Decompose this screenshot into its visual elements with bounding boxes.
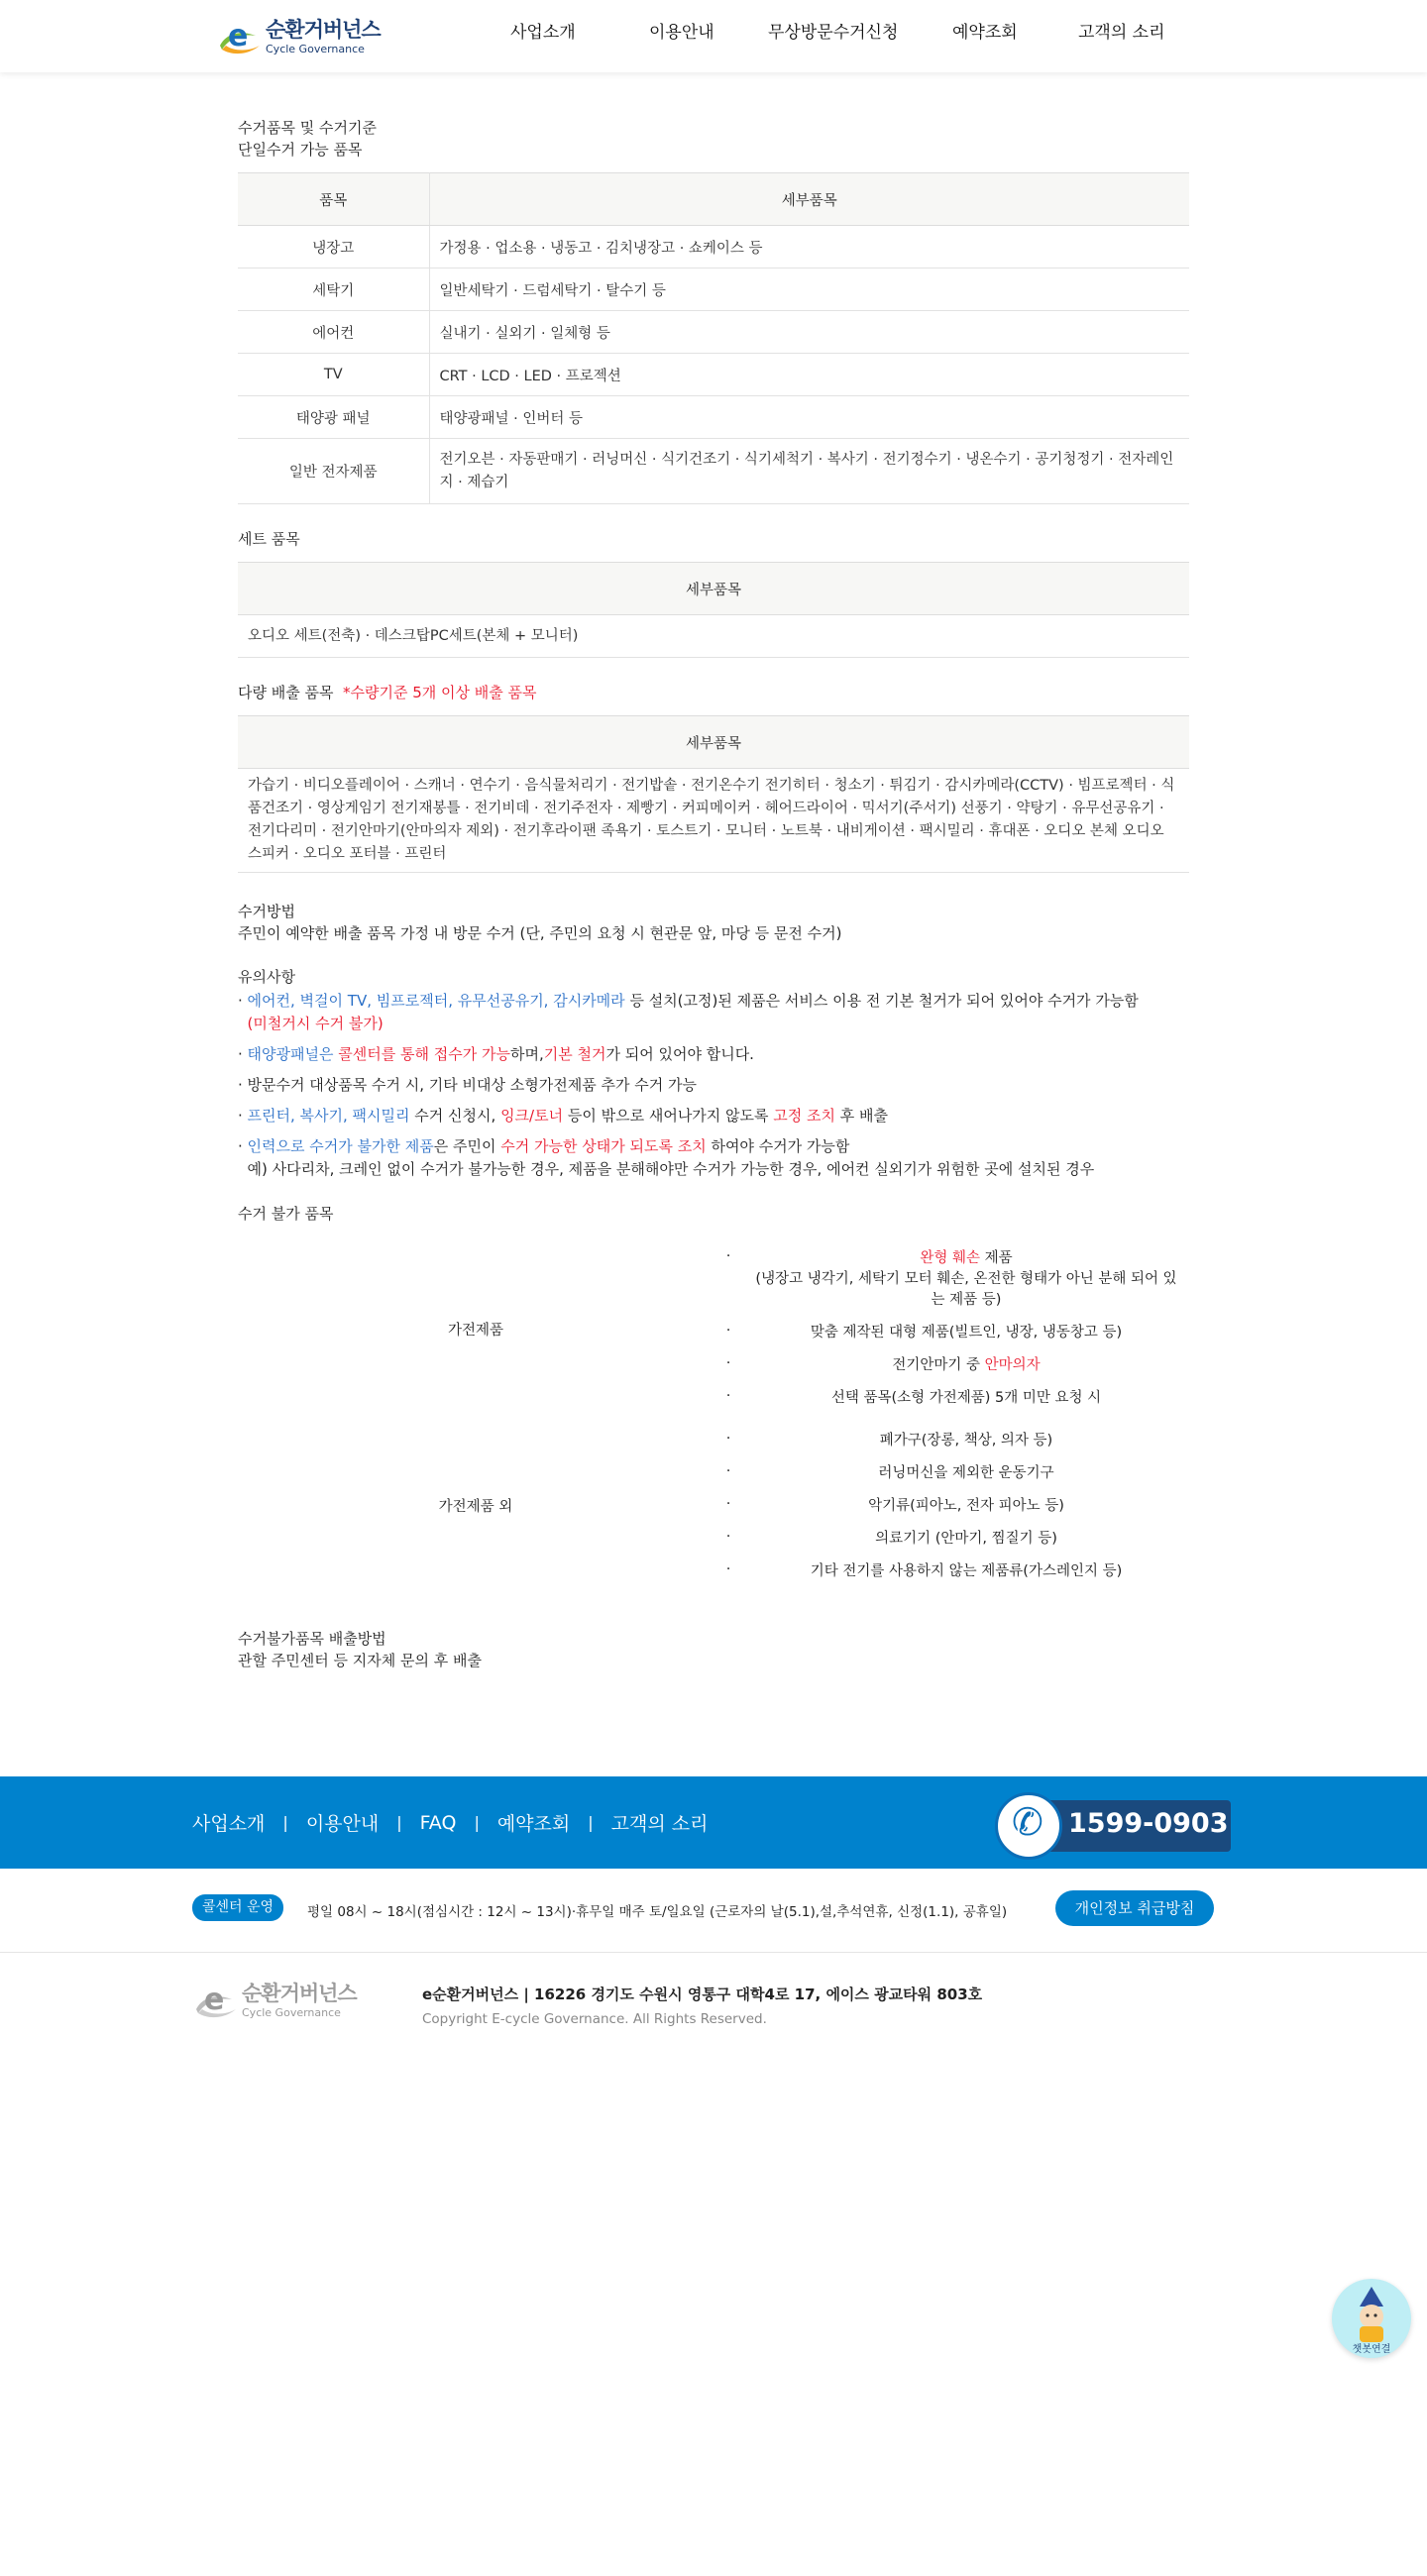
table-cell-detail: 일반세탁기 · 드럼세탁기 · 탈수기 등 — [429, 268, 1189, 311]
bullet-dot: · — [725, 1463, 731, 1479]
nav-business-intro[interactable]: 사업소개 — [510, 23, 576, 43]
note-item: · 방문수거 대상품목 수거 시, 기타 비대상 소형가전제품 추가 수거 가능 — [238, 1076, 697, 1094]
note-text: 등이 밖으로 새어나가지 않도록 — [563, 1107, 774, 1125]
note-warning: 기본 철거 — [543, 1045, 606, 1063]
hours-text: 평일 08시 ~ 18시(점심시간 : 12시 ~ 13시)·휴무일 매주 토/일요일 (근로자의 날(5.1),설,추석연휴, 신정(1.1), 공휴일) — [307, 1904, 1008, 1920]
footer-separator: | — [396, 1813, 402, 1832]
phone-number: 1599-0903 — [1068, 1808, 1229, 1839]
table-header-item: 품목 — [238, 173, 429, 226]
disposal-text: 관할 주민센터 등 지자체 문의 후 배출 — [238, 1652, 482, 1669]
table-cell-detail: 오디오 세트(전축) · 데스크탑PC세트(본체 + 모니터) — [238, 615, 1189, 658]
section-title-bulk — [238, 682, 1189, 703]
table-row — [238, 354, 1189, 396]
method-title: 수거방법 — [238, 903, 295, 920]
notes-title: 유의사항 — [238, 968, 295, 986]
note-text: 후 배출 — [835, 1107, 889, 1125]
footer-logo-e-icon — [192, 1980, 240, 2021]
section-title-items: 수거품목 및 수거기준 — [238, 119, 377, 137]
svg-text:e: e — [228, 19, 249, 54]
bulk-title-note: *수량기준 5개 이상 배출 품목 — [343, 684, 537, 701]
item-text: 제품 — [980, 1250, 1013, 1266]
note-highlight: 인력으로 수거가 불가한 제품 — [247, 1137, 434, 1155]
list-item: 폐가구(장롱, 책상, 의자 등) — [879, 1433, 1053, 1449]
table-cell-item: 에어컨 — [238, 311, 429, 354]
footer-separator: | — [588, 1813, 594, 1832]
table-cell-detail: CRT · LCD · LED · 프로젝션 — [429, 354, 1189, 396]
not-collectable-title: 수거 불가 품목 — [238, 1205, 334, 1223]
note-item: · 프린터, 복사기, 팩시밀리 수거 신청시, 잉크/토너 등이 밖으로 새어나가지 않도록 고정 조치 후 배출 — [238, 1107, 889, 1125]
notes-section — [238, 966, 1189, 1181]
footer-link-voice[interactable]: 고객의 소리 — [610, 1813, 709, 1835]
bulk-title-text: 다량 배출 품목 — [238, 684, 334, 701]
note-text: 은 주민이 — [433, 1137, 501, 1155]
bulk-items-table — [238, 715, 1189, 873]
note-text: 하며, — [509, 1045, 544, 1063]
list-item: 의료기기 (안마기, 찜질기 등) — [875, 1531, 1057, 1547]
company-address: e순환거버넌스 | 16226 경기도 수원시 영통구 대학4로 17, 에이스 광교타워 803호 — [422, 1986, 983, 2003]
note-text: 가 되어 있어야 합니다. — [605, 1045, 754, 1063]
note-highlight: 에어컨, 벽걸이 TV, 빔프로젝터, 유무선공유기, 감시카메라 — [247, 992, 625, 1010]
method-text: 주민이 예약한 배출 품목 가정 내 방문 수거 (단, 주민의 요청 시 현관문 앞, 마당 등 문전 수거) — [238, 924, 842, 942]
bullet-dot: · — [725, 1355, 731, 1371]
footer-separator: | — [474, 1813, 480, 1832]
table-cell-detail: 실내기 · 실외기 · 일체형 등 — [429, 311, 1189, 354]
privacy-policy-button[interactable]: 개인정보 취급방침 — [1055, 1890, 1214, 1926]
note-highlight: 프린터, 복사기, 팩시밀리 — [247, 1107, 410, 1125]
note-text: 하여야 수거가 가능함 — [706, 1137, 850, 1155]
nav-reservation-lookup[interactable]: 예약조회 — [952, 23, 1018, 43]
list-item — [743, 1242, 1189, 1317]
nav-usage-guide[interactable]: 이용안내 — [649, 23, 714, 43]
note-text: 수거 신청시, — [409, 1107, 501, 1125]
list-item: 맞춤 제작된 대형 제품(빌트인, 냉장, 냉동창고 등) — [810, 1325, 1123, 1341]
nav-customer-voice[interactable]: 고객의 소리 — [1078, 23, 1165, 43]
bullet-dot: · — [725, 1561, 731, 1577]
bullet-dot: · — [725, 1388, 731, 1404]
footer-nav — [192, 1809, 708, 1836]
note-item: · 인력으로 수거가 불가한 제품은 주민이 수거 가능한 상태가 되도록 조치 하여야 수거가 가능함 예) 사다리차, 크레인 없이 수거가 불가능한 경우, 제품을 분해해야만 수거가 가능한 경우, 에어컨 실외기가 위험한 곳에 설치된 경우 — [238, 1137, 1095, 1178]
table-row — [238, 396, 1189, 439]
note-warning: 고정 조치 — [773, 1107, 836, 1125]
table-row — [238, 769, 1189, 873]
logo-korean-text: 순환거버넌스 — [266, 17, 381, 42]
phone-icon: ✆ — [1012, 1800, 1043, 1844]
note-warning: 잉크/토너 — [500, 1107, 564, 1125]
svg-text:e: e — [204, 1983, 225, 2017]
table-row — [238, 439, 1189, 504]
bullet-dot: · — [725, 1323, 731, 1339]
bullet-dot: · — [725, 1248, 731, 1264]
footer-logo-korean: 순환거버넌스 — [242, 1981, 357, 2005]
table-row — [238, 1242, 1189, 1317]
note-warning: (미철거시 수거 불가) — [247, 1015, 384, 1032]
list-item: 악기류(피아노, 전자 피아노 등) — [868, 1498, 1064, 1514]
footer-link-reservation[interactable]: 예약조회 — [496, 1813, 571, 1835]
footer-separator: | — [282, 1813, 288, 1832]
item-subtext: (냉장고 냉각기, 세탁기 모터 훼손, 온전한 형태가 아닌 분해 되어 있는 제품 등) — [755, 1271, 1177, 1308]
callcenter-hours — [192, 1890, 1213, 1926]
table-cell-item: 세탁기 — [238, 268, 429, 311]
table-row — [238, 1415, 1189, 1457]
note-item: · 에어컨, 벽걸이 TV, 빔프로젝터, 유무선공유기, 감시카메라 등 설치(고정)된 제품은 서비스 이용 전 기본 철거가 되어 있어야 수거가 가능함 (미철거시 수거 불가) — [238, 992, 1139, 1032]
item-text: 전기안마기 중 — [892, 1357, 985, 1373]
note-warning: 수거 가능한 상태가 되도록 조치 — [500, 1137, 707, 1155]
note-text: 등 설치(고정)된 제품은 서비스 이용 전 기본 철거가 되어 있어야 수거가 가능함 — [624, 992, 1139, 1010]
section-subtitle-single: 단일수거 가능 품목 — [238, 141, 363, 159]
bullet-dot: · — [725, 1496, 731, 1512]
note-warning: 콜센터를 통해 접수가 가능 — [338, 1045, 510, 1063]
table-cell-detail: 가정용 · 업소용 · 냉동고 · 김치냉장고 · 쇼케이스 등 — [429, 226, 1189, 268]
table-header-detail: 세부품목 — [238, 563, 1189, 615]
phone-circle — [995, 1792, 1062, 1860]
list-item: 러닝머신을 제외한 운동기구 — [878, 1465, 1054, 1481]
single-items-table — [238, 172, 1189, 504]
note-highlight: 태양광패널은 — [247, 1045, 334, 1063]
bullet-dot: · — [725, 1529, 731, 1545]
copyright: Copyright E-cycle Governance. All Rights Reserved. — [422, 2011, 767, 2027]
footer-link-business[interactable]: 사업소개 — [192, 1813, 266, 1835]
note-text: 방문수거 대상품목 수거 시, 기타 비대상 소형가전제품 추가 수거 가능 — [247, 1076, 697, 1094]
disposal-title: 수거불가품목 배출방법 — [238, 1630, 386, 1648]
table-cell-item: 냉장고 — [238, 226, 429, 268]
footer-logo — [192, 1976, 381, 2025]
footer-logo-english: Cycle Governance — [242, 2005, 341, 2019]
table-row — [238, 615, 1189, 658]
item-warning: 안마의자 — [984, 1357, 1041, 1373]
table-cell-detail: 전기오븐 · 자동판매기 · 러닝머신 · 식기건조기 · 식기세척기 · 복사기 · 전기정수기 · 냉온수기 · 공기청정기 · 전자레인지 · 제습기 — [429, 439, 1189, 504]
table-cell-detail: 가습기 · 비디오플레이어 · 스캐너 · 연수기 · 음식물처리기 · 전기밥솥 · 전기온수기 전기히터 · 청소기 · 튀김기 · 감시카메라(CCTV) · 빔프로젝터 · 식품건조기 · 영상게임기 전기재봉틀 · 전기비데 · 전기주전자 · 제빵기 · 커피메이커 · 헤어드라이어 · 믹서기(주서기) 선풍기 · 약탕기 · 유무선공유기 · 전기다리미 · 전기안마기(안마의자 제외) · 전기후라이팬 족욕기 · 토스트기 · 모니터 · 노트북 · 내비게이션 · 팩시밀리 · 휴대폰 · 오디오 본체 오디오 스피커 · 오디오 포터블 · 프린터 — [238, 769, 1189, 873]
chatbot-label: 챗봇연결 — [1352, 2344, 1391, 2355]
footer-bar — [0, 1776, 1427, 1869]
item-warning: 완형 훼손 — [920, 1250, 980, 1266]
table-cell-item: 태양광 패널 — [238, 396, 429, 439]
table-header-detail: 세부품목 — [429, 173, 1189, 226]
set-items-table — [238, 562, 1189, 658]
footer-divider — [0, 1952, 1427, 1953]
not-collectable-table — [238, 1242, 1189, 1588]
list-item — [743, 1349, 1189, 1382]
footer-link-guide[interactable]: 이용안내 — [305, 1813, 380, 1835]
table-row — [238, 226, 1189, 268]
table-row — [238, 311, 1189, 354]
section-title-set: 세트 품목 — [238, 530, 300, 548]
callcenter-phone[interactable] — [995, 1792, 1231, 1852]
hours-badge: 콜센터 운영 — [192, 1894, 283, 1921]
note-item: · 태양광패널은 콜센터를 통해 접수가 가능하며,기본 철거가 되어 있어야 합니다. — [238, 1045, 754, 1063]
list-item: 기타 전기를 사용하지 않는 제품류(가스레인지 등) — [810, 1563, 1123, 1579]
bullet-dot: · — [725, 1431, 731, 1447]
chatbot-button[interactable] — [1332, 2279, 1411, 2358]
category-non-appliances: 가전제품 외 — [438, 1499, 513, 1515]
category-appliances: 가전제품 — [447, 1322, 504, 1339]
nav-free-pickup-request[interactable]: 무상방문수거신청 — [768, 23, 899, 43]
table-row — [238, 268, 1189, 311]
list-item: 선택 품목(소형 가전제품) 5개 미만 요청 시 — [830, 1390, 1102, 1406]
table-header-detail: 세부품목 — [238, 716, 1189, 769]
logo-english-text: Cycle Governance — [266, 42, 365, 55]
main-content — [238, 117, 1189, 1671]
note-example: 예) 사다리차, 크레인 없이 수거가 불가능한 경우, 제품을 분해해야만 수거가 가능한 경우, 에어컨 실외기가 위험한 곳에 설치된 경우 — [247, 1160, 1095, 1178]
table-cell-item: TV — [238, 354, 429, 396]
table-cell-detail: 태양광패널 · 인버터 등 — [429, 396, 1189, 439]
main-nav — [0, 18, 1427, 48]
footer-link-faq[interactable]: FAQ — [419, 1811, 457, 1834]
site-header — [0, 0, 1427, 72]
table-cell-item: 일반 전자제품 — [238, 439, 429, 504]
